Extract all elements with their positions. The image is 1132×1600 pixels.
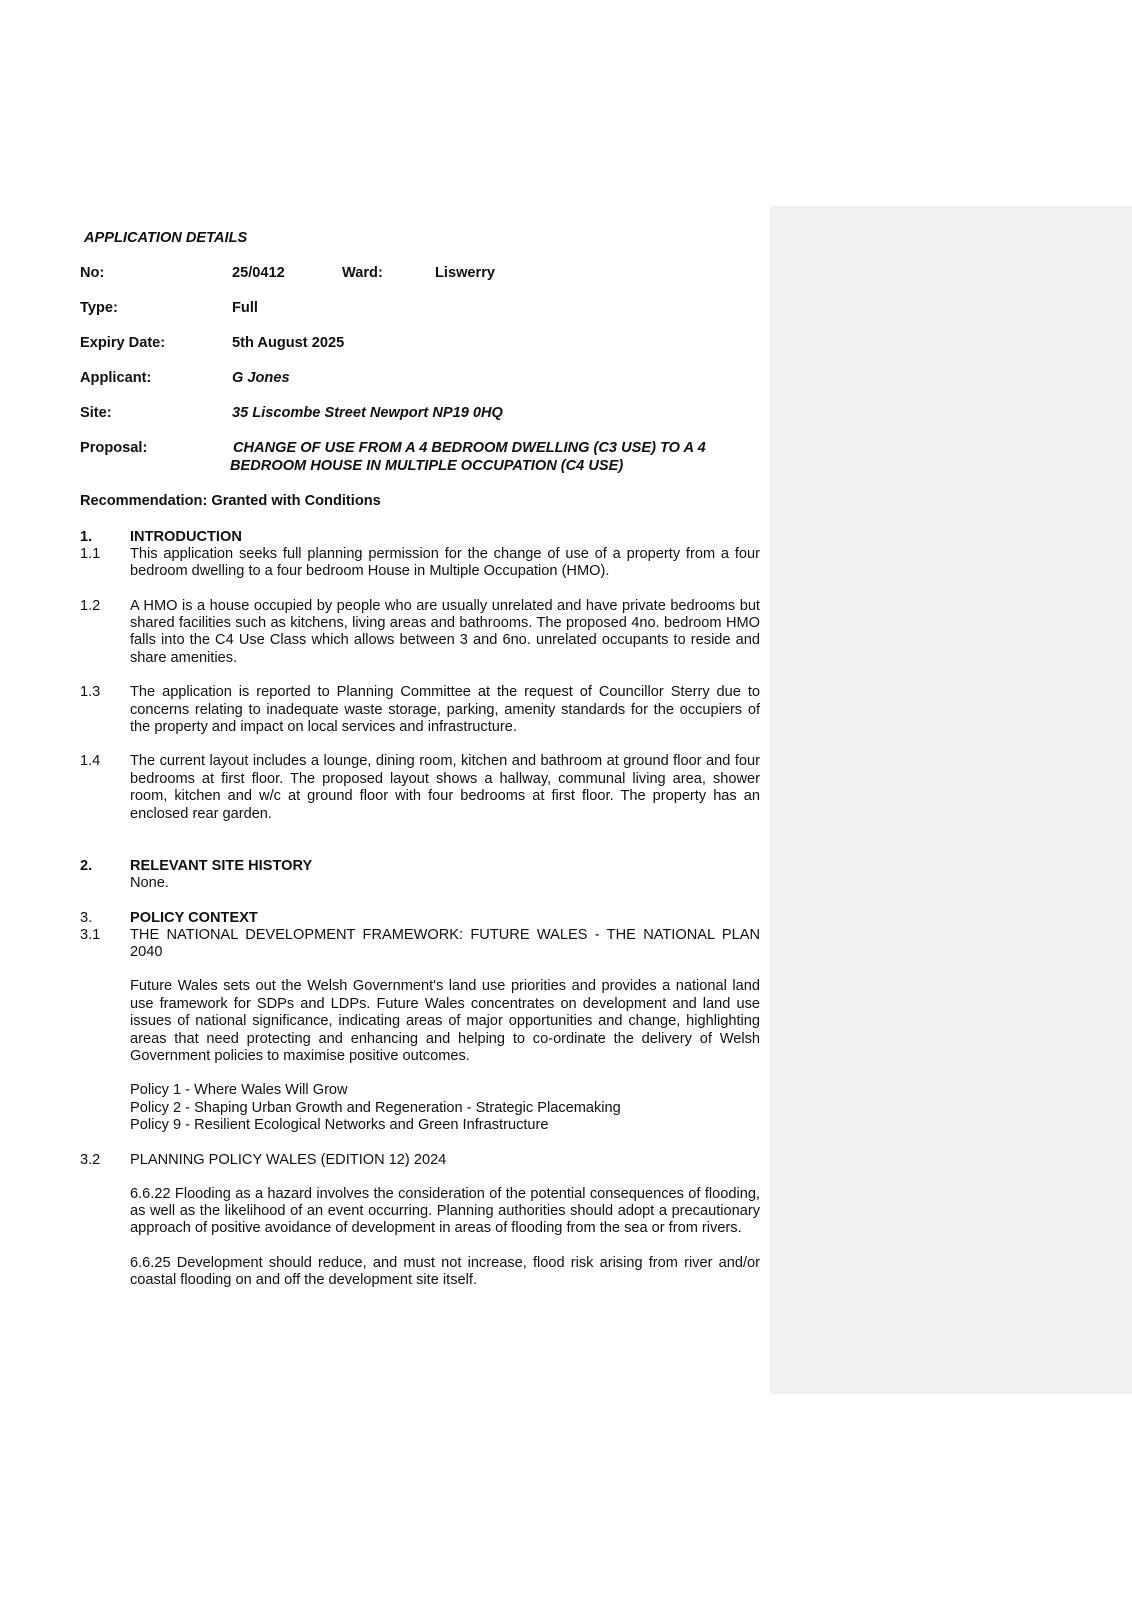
paragraph-1-3 <box>80 684 760 736</box>
document-body <box>80 230 760 1290</box>
proposal-label: Proposal: <box>80 440 148 457</box>
section-number: 3. <box>80 909 93 926</box>
type-label: Type: <box>80 300 118 317</box>
paragraph-1-1 <box>80 546 760 581</box>
site-value: 35 Liscombe Street Newport NP19 0HQ <box>232 405 503 422</box>
paragraph-text: This application seeks full planning permission for the change of use of a property from a four bedroom dwelling to a four bedroom House in Multiple Occupation (HMO). <box>130 545 760 580</box>
proposal-value: CHANGE OF USE FROM A 4 BEDROOM DWELLING (C3 USE) TO A 4 BEDROOM HOUSE IN MULTIPLE OCCUPATION (C4 USE) <box>230 440 706 474</box>
section-3-heading <box>80 910 760 927</box>
number-label: No: <box>80 265 105 282</box>
section-number: 1. <box>80 528 93 545</box>
paragraph-number: 1.4 <box>80 753 101 770</box>
paragraph-1-4 <box>80 753 760 823</box>
policy-item: Policy 1 - Where Wales Will Grow <box>130 1082 348 1099</box>
paragraph-text: A HMO is a house occupied by people who are usually unrelated and have private bedrooms but shared facilities such as kitchens, living areas and bathrooms. The proposed 4no. bedroom HMO falls into the C4 Use Class which allows between 3 and 6no. unrelated occupants to reside and share amenities. <box>130 597 760 666</box>
expiry-label: Expiry Date: <box>80 335 166 352</box>
flooding-text-6-6-22: 6.6.22 Flooding as a hazard involves the consideration of the potential consequences of flooding, as well as the likelihood of an event occurring. Planning authorities should adopt a precautionary approach of positive avoidance of development in areas of flooding from the sea or from rivers. <box>130 1185 760 1237</box>
paragraph-number: 3.1 <box>80 926 101 943</box>
number-value: 25/0412 <box>232 265 285 282</box>
ward-label: Ward: <box>342 265 383 282</box>
detail-row-proposal <box>80 440 760 475</box>
detail-row-expiry <box>80 335 760 352</box>
paragraph-text: The application is reported to Planning Committee at the request of Councillor Sterry due to concerns relating to inadequate waste storage, parking, amenity standards for the occupiers of the property and impact on local services and infrastructure. <box>130 684 760 736</box>
paragraph-title: PLANNING POLICY WALES (EDITION 12) 2024 <box>130 1151 447 1168</box>
detail-row-number <box>80 265 760 282</box>
section-title: POLICY CONTEXT <box>130 909 258 926</box>
flooding-text-6-6-25: 6.6.25 Development should reduce, and must not increase, flood risk arising from river and/or coastal flooding on and off the development site itself. <box>130 1254 760 1289</box>
site-history-text: None. <box>130 875 169 892</box>
applicant-value: G Jones <box>232 370 290 387</box>
section-title: RELEVANT SITE HISTORY <box>130 858 313 875</box>
ward-value: Liswerry <box>435 265 496 282</box>
policy-item: Policy 9 - Resilient Ecological Networks and Green Infrastructure <box>130 1117 549 1134</box>
future-wales-text: Future Wales sets out the Welsh Government's land use priorities and provides a national land use framework for SDPs and LDPs. Future Wales concentrates on development and land use issues of national significance, indicating areas of major opportunities and change, highlighting areas that need protecting and enhancing and helping to co-ordinate the delivery of Welsh Government policies to maximise positive outcomes. <box>130 978 760 1064</box>
type-value: Full <box>232 300 258 317</box>
detail-row-site <box>80 405 760 422</box>
section-number: 2. <box>80 858 93 875</box>
paragraph-text: The current layout includes a lounge, dining room, kitchen and bathroom at ground floor and four bedrooms at first floor. The proposed layout shows a hallway, communal living area, shower room, kitchen and w/c at ground floor with four bedrooms at first floor. The property has an enclosed rear garden. <box>130 753 760 822</box>
application-details-heading: APPLICATION DETAILS <box>84 230 248 246</box>
section-2-heading <box>80 858 760 875</box>
paragraph-number: 1.3 <box>80 684 101 701</box>
policy-item: Policy 2 - Shaping Urban Growth and Regeneration - Strategic Placemaking <box>130 1099 621 1116</box>
paragraph-1-2 <box>80 598 760 668</box>
paragraph-number: 3.2 <box>80 1151 101 1168</box>
applicant-label: Applicant: <box>80 370 152 387</box>
expiry-value: 5th August 2025 <box>232 335 345 352</box>
detail-row-type <box>80 300 760 317</box>
site-label: Site: <box>80 405 112 422</box>
paragraph-title: THE NATIONAL DEVELOPMENT FRAMEWORK: FUTURE WALES - THE NATIONAL PLAN 2040 <box>130 926 760 960</box>
paragraph-number: 1.2 <box>80 597 101 614</box>
section-1-heading <box>80 529 760 546</box>
section-title: INTRODUCTION <box>130 528 242 545</box>
paragraph-3-2-heading <box>80 1152 760 1169</box>
paragraph-3-1 <box>80 927 760 962</box>
comment-margin-panel <box>770 206 1132 1394</box>
paragraph-number: 1.1 <box>80 545 101 562</box>
detail-row-applicant <box>80 370 760 387</box>
recommendation: Recommendation: Granted with Conditions <box>80 493 381 510</box>
